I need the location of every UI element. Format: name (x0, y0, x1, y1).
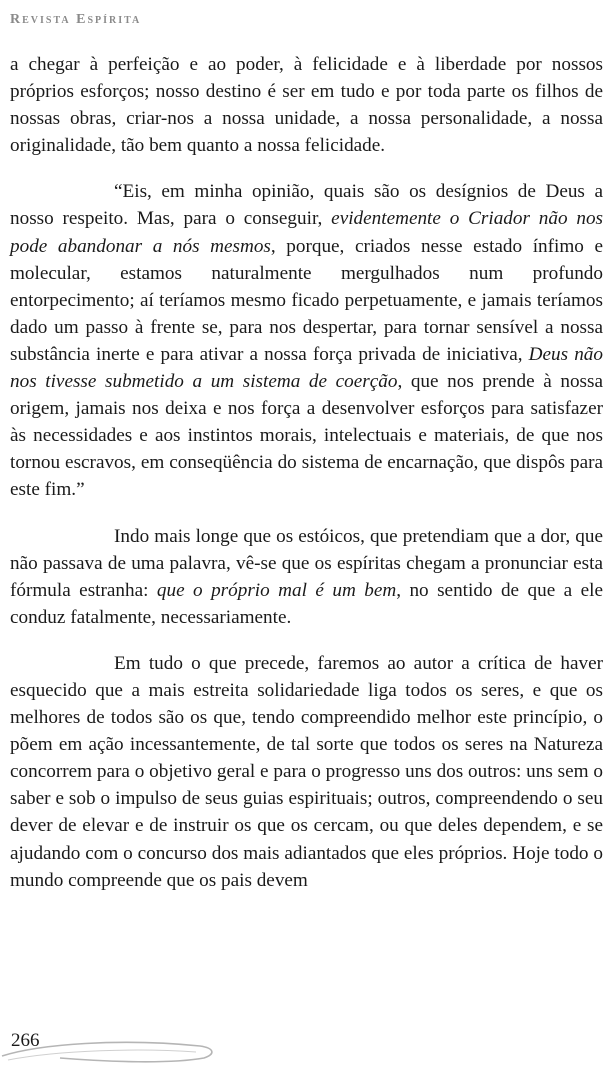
text-segment: “Eis, em minha opinião, quais são os desígnios de Deus a nosso respeito. Mas, para o conseguir, (10, 181, 603, 230)
paragraph (10, 650, 603, 894)
text-segment: , que nos prende à nossa origem, jamais nos deixa e nos força a desenvolver esforços para satisfazer às necessidades e aos instintos morais, intelectuais e materiais, de que nos tornou escravos, em conseqüência do sistema de encarnação, que dispôs para este fim.” (10, 371, 603, 501)
italic-segment: Deus não nos tivesse submetido a um sistema de coerção (10, 343, 603, 393)
body-text (10, 51, 603, 913)
text-segment: Indo mais longe que os estóicos, que pretendiam que a dor, que não passava de uma palavra, vê-se que os espíritas chegam a pronunciar esta fórmula estranha: (10, 525, 603, 601)
text-segment: , no sentido de que a ele conduz fatalmente, necessariamente. (10, 579, 603, 628)
text-segment: , porque, criados nesse estado ínfimo e molecular, estamos naturalmente mergulhados num profundo entorpecimento; aí teríamos mesmo ficado perpetuamente, e jamais teríamos dado um passo à frente se, para nos despertar, para tornar sensível a nossa substância inerte e para ativar a nossa força privada de iniciativa, (10, 235, 603, 365)
running-header: Revista Espírita (10, 12, 142, 27)
paragraph (10, 178, 603, 503)
text-segment: Em tudo o que precede, faremos ao autor a crítica de haver esquecido que a mais estreita solidariedade liga todos os seres, e que os melhores de todos são os que, tendo compreendido melhor este princípio, o põem em ação incessantemente, de tal sorte que todos os seres na Natureza concorrem para o objetivo geral e para o progresso uns dos outros: uns sem o saber e sob o impulso de seus guias espirituais; outros, compreendendo o seu dever de elevar e de instruir os que os cercam, ou que deles dependem, e se ajudando com o concurso dos mais adiantados que eles próprios. Hoje todo o mundo compreende que os pais devem (10, 652, 603, 891)
text-segment: a chegar à perfeição e ao poder, à felicidade e à liberdade por nossos próprios esforços; nosso destino é ser em tudo e por toda parte os filhos de nossas obras, criar-nos a nossa unidade, a nossa personalidade, a nossa originalidade, tão bem quanto a nossa felicidade. (10, 54, 603, 157)
italic-segment: evidentemente o Criador não nos pode abandonar a nós mesmos (10, 208, 603, 257)
page-number: 266 (11, 1030, 40, 1051)
paragraph (10, 51, 603, 159)
italic-segment: que o próprio mal é um bem (156, 579, 397, 601)
paragraph (10, 523, 603, 631)
